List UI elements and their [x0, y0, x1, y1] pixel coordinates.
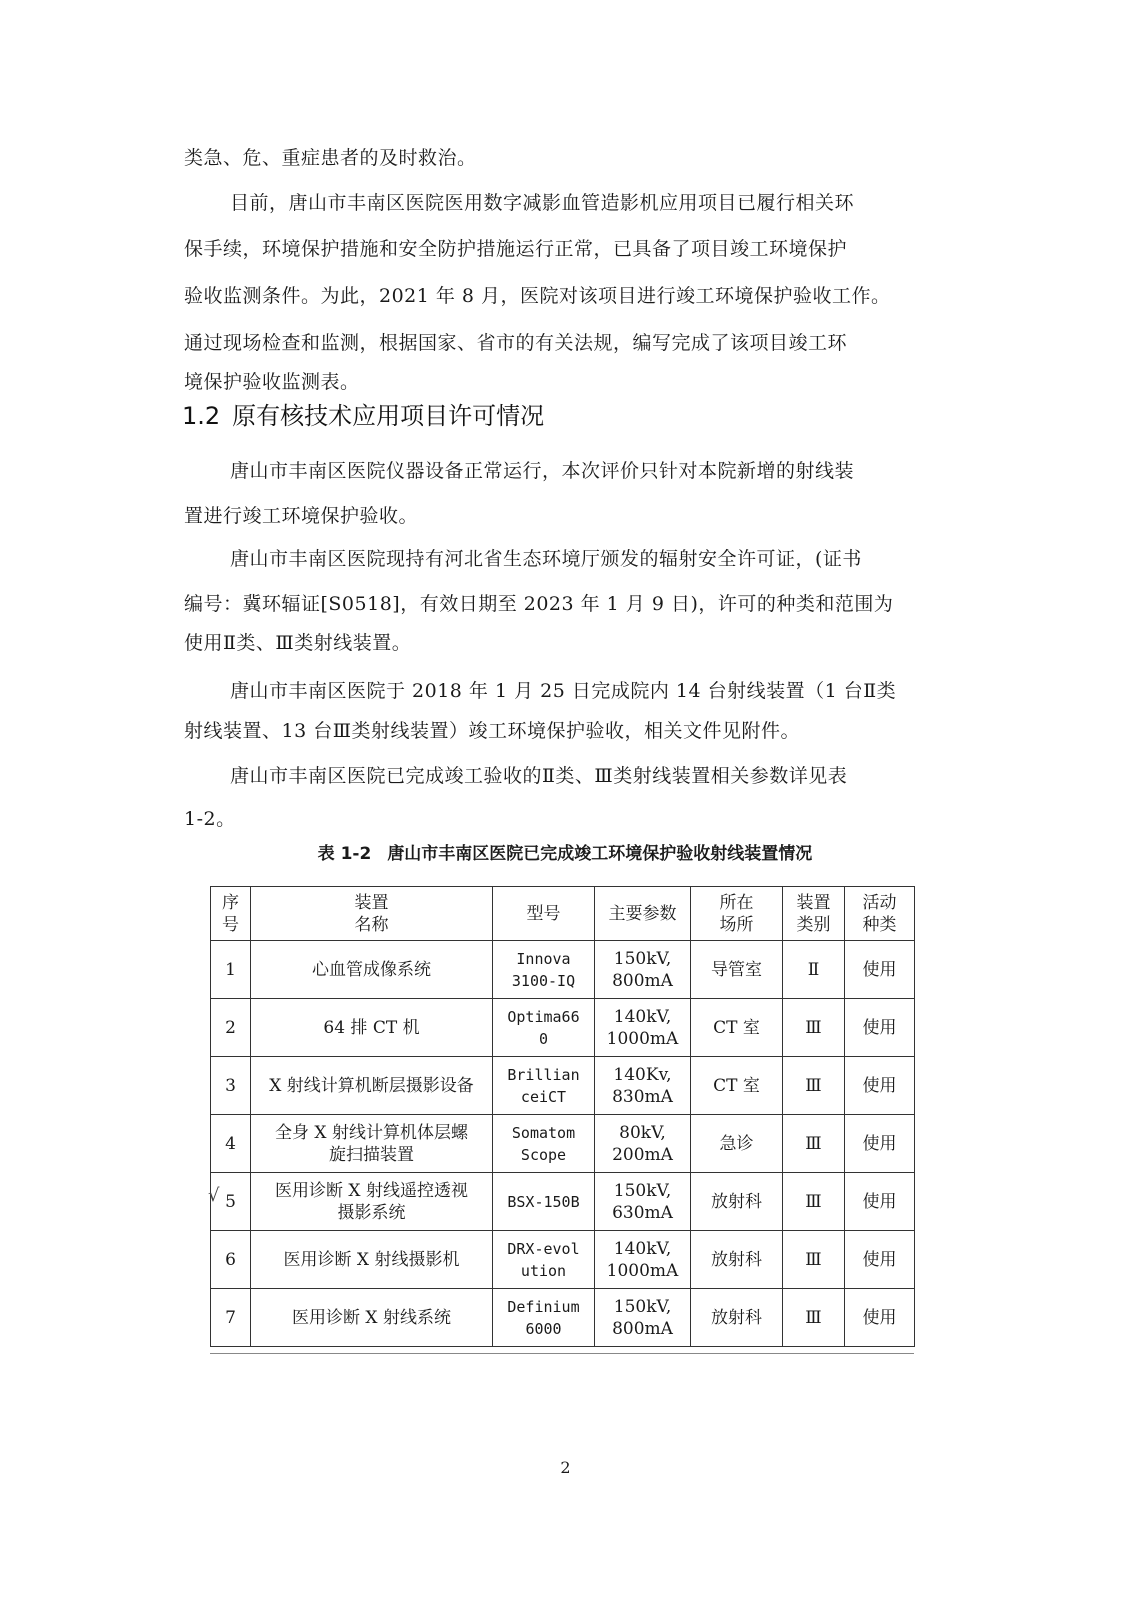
table-row	[211, 1289, 915, 1347]
cell-params: 150kV, 630mA	[595, 1173, 691, 1231]
handwritten-check-mark: √	[208, 1185, 220, 1206]
cell-category: Ⅲ	[783, 1173, 845, 1231]
cell-seq: 7	[211, 1289, 251, 1347]
paragraph-line: 唐山市丰南区医院于 2018 年 1 月 25 日完成院内 14 台射线装置（1 台Ⅱ类	[230, 680, 897, 702]
page-number: 2	[560, 1458, 571, 1477]
cell-name: 64 排 CT 机	[251, 999, 493, 1057]
cell-activity: 使用	[845, 941, 915, 999]
cell-params: 150kV, 800mA	[595, 1289, 691, 1347]
cell-category: Ⅲ	[783, 1231, 845, 1289]
cell-params: 140Kv, 830mA	[595, 1057, 691, 1115]
cell-category: Ⅱ	[783, 941, 845, 999]
cell-name: 医用诊断 X 射线系统	[251, 1289, 493, 1347]
cell-category: Ⅲ	[783, 999, 845, 1057]
cell-activity: 使用	[845, 1289, 915, 1347]
cell-name: 医用诊断 X 射线摄影机	[251, 1231, 493, 1289]
cell-name: X 射线计算机断层摄影设备	[251, 1057, 493, 1115]
table-caption-number: 表 1-2	[317, 844, 372, 864]
cell-name: 全身 X 射线计算机体层螺 旋扫描装置	[251, 1115, 493, 1173]
paragraph-line: 编号：冀环辐证[S0518]，有效日期至 2023 年 1 月 9 日)，许可的种类和范围为	[184, 593, 894, 615]
cell-params: 150kV, 800mA	[595, 941, 691, 999]
cell-location: 急诊	[691, 1115, 783, 1173]
table-row	[211, 999, 915, 1057]
header-activity: 活动 种类	[845, 887, 915, 941]
cell-activity: 使用	[845, 999, 915, 1057]
cell-location: CT 室	[691, 1057, 783, 1115]
cell-name: 心血管成像系统	[251, 941, 493, 999]
cell-model: Innova 3100-IQ	[493, 941, 595, 999]
table-row	[211, 1173, 915, 1231]
paragraph-line: 类急、危、重症患者的及时救治。	[184, 147, 477, 169]
cell-location: 放射科	[691, 1289, 783, 1347]
cell-category: Ⅲ	[783, 1115, 845, 1173]
table-caption-title: 唐山市丰南区医院已完成竣工环境保护验收射线装置情况	[387, 844, 813, 864]
header-params: 主要参数	[595, 887, 691, 941]
paragraph-line: 射线装置、13 台Ⅲ类射线装置）竣工环境保护验收，相关文件见附件。	[184, 720, 801, 742]
cell-model: Optima66 0	[493, 999, 595, 1057]
cell-seq: 5	[211, 1173, 251, 1231]
cell-activity: 使用	[845, 1231, 915, 1289]
cell-seq: 1	[211, 941, 251, 999]
table-row	[211, 941, 915, 999]
paragraph-line: 唐山市丰南区医院现持有河北省生态环境厅颁发的辐射安全许可证，(证书	[230, 548, 862, 570]
section-title: 原有核技术应用项目许可情况	[232, 402, 545, 430]
paragraph-line: 置进行竣工环境保护验收。	[184, 505, 419, 527]
paragraph-line: 通过现场检查和监测，根据国家、省市的有关法规，编写完成了该项目竣工环	[184, 332, 848, 354]
cell-params: 140kV, 1000mA	[595, 1231, 691, 1289]
section-heading	[182, 400, 544, 432]
cell-seq: 6	[211, 1231, 251, 1289]
paragraph-line: 唐山市丰南区医院已完成竣工验收的Ⅱ类、Ⅲ类射线装置相关参数详见表	[230, 765, 848, 787]
cell-location: 放射科	[691, 1231, 783, 1289]
cell-activity: 使用	[845, 1115, 915, 1173]
header-seq: 序 号	[211, 887, 251, 941]
cell-category: Ⅲ	[783, 1289, 845, 1347]
table-row	[211, 1231, 915, 1289]
table-header-row	[211, 887, 915, 941]
paragraph-line: 境保护验收监测表。	[184, 371, 360, 393]
cell-activity: 使用	[845, 1173, 915, 1231]
cell-params: 80kV, 200mA	[595, 1115, 691, 1173]
cell-category: Ⅲ	[783, 1057, 845, 1115]
table-row	[211, 1115, 915, 1173]
cell-seq: 2	[211, 999, 251, 1057]
cell-model: Somatom Scope	[493, 1115, 595, 1173]
cell-location: 放射科	[691, 1173, 783, 1231]
paragraph-line: 1-2。	[184, 808, 236, 830]
header-model: 型号	[493, 887, 595, 941]
cell-model: BSX-150B	[493, 1173, 595, 1231]
table-caption	[182, 842, 948, 866]
cell-params: 140kV, 1000mA	[595, 999, 691, 1057]
header-category: 装置 类别	[783, 887, 845, 941]
section-number: 1.2	[182, 402, 221, 430]
cell-seq: 3	[211, 1057, 251, 1115]
paragraph-line: 保手续，环境保护措施和安全防护措施运行正常，已具备了项目竣工环境保护	[184, 238, 848, 260]
paragraph-line: 目前，唐山市丰南区医院医用数字减影血管造影机应用项目已履行相关环	[230, 192, 855, 214]
cell-model: Brillian ceiCT	[493, 1057, 595, 1115]
cell-model: Definium 6000	[493, 1289, 595, 1347]
header-name: 装置 名称	[251, 887, 493, 941]
table-bottom-rule	[210, 1353, 914, 1354]
table-row	[211, 1057, 915, 1115]
cell-model: DRX-evol ution	[493, 1231, 595, 1289]
header-location: 所在 场所	[691, 887, 783, 941]
paragraph-line: 唐山市丰南区医院仪器设备正常运行，本次评价只针对本院新增的射线装	[230, 460, 855, 482]
cell-location: 导管室	[691, 941, 783, 999]
cell-location: CT 室	[691, 999, 783, 1057]
cell-name: 医用诊断 X 射线遥控透视 摄影系统	[251, 1173, 493, 1231]
cell-seq: 4	[211, 1115, 251, 1173]
equipment-table	[210, 886, 915, 1347]
paragraph-line: 验收监测条件。为此，2021 年 8 月，医院对该项目进行竣工环境保护验收工作。	[184, 285, 891, 307]
paragraph-line: 使用Ⅱ类、Ⅲ类射线装置。	[184, 632, 412, 654]
cell-activity: 使用	[845, 1057, 915, 1115]
